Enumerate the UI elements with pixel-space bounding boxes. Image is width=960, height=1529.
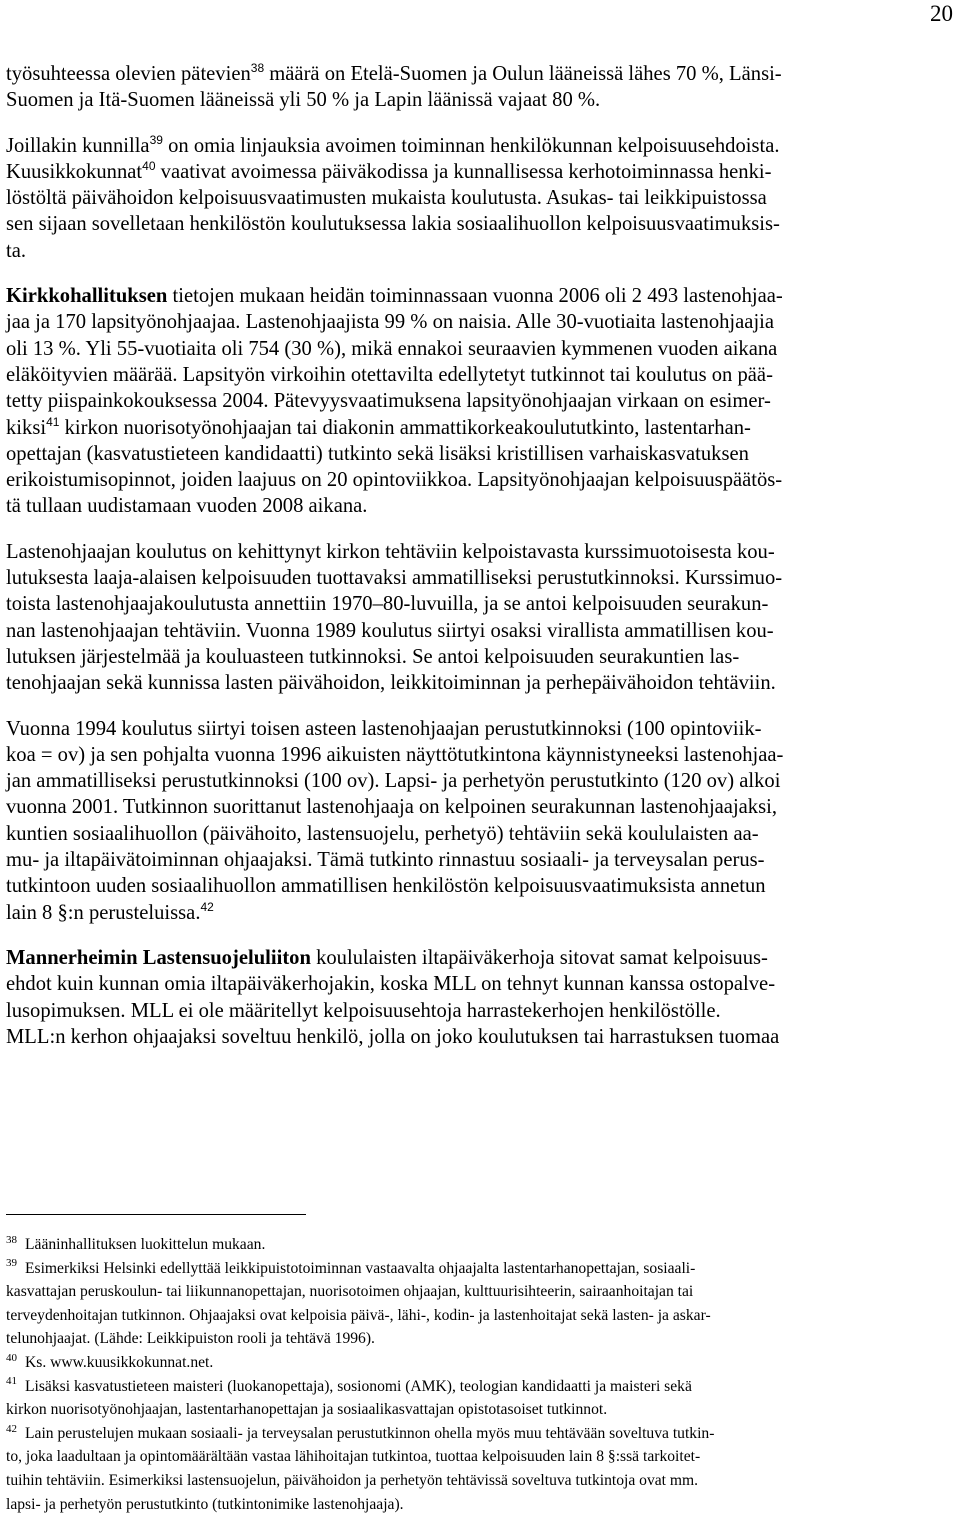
footnote xyxy=(6,1257,954,1351)
paragraph xyxy=(6,716,954,926)
paragraph xyxy=(6,539,954,697)
text-run: työsuhteessa olevien pätevien xyxy=(6,63,251,85)
text-run: koululaisten iltapäiväkerhoja sitovat samat kelpoisuus- ehdot kuin kunnan omia iltapäiväkerhojakin, koska MLL on tehnyt kunnan kanssa ostopalve- lusopimuksen. MLL ei ole määritellyt kelpoisuusehtoja harrastekerhojen henkilöstölle. MLL:n kerhon ohjaajaksi soveltuu henkilö, jolla on joko koulutuksen tai harrastuksen tuomaa xyxy=(6,946,780,1048)
paragraph xyxy=(6,945,954,1050)
text-run: vaativat avoimessa päiväkodissa ja kunnallisessa kerhotoiminnassa henki- löstöltä päivähoidon kelpoisuusvaatimusten mukaista koulutusta. Asukas- tai leikkipuistossa sen sijaan sovelletaan henkilöstön koulutuksessa lakia sosiaalihuollon kelpoisuusvaatimuksis- ta. xyxy=(6,160,780,262)
footnotes xyxy=(6,1233,954,1516)
paragraph xyxy=(6,283,954,520)
text-run: Joillakin kunnilla xyxy=(6,134,150,157)
footnote xyxy=(6,1422,954,1516)
paragraph xyxy=(6,61,954,114)
footnote-text: Lisäksi kasvatustieteen maisteri (luokanopettaja), sosionomi (AMK), teologian kandidaatti ja maisteri sekä kirkon nuorisotyönohjaajan, lastentarhanopettajan ja sosiaalikasvattajan opistotasoiset tutkinnot. xyxy=(6,1377,692,1419)
bold-term: Mannerheimin Lastensuojeluliiton xyxy=(6,946,311,969)
footnote-text: Esimerkiksi Helsinki edellyttää leikkipuistotoiminnan vastaavalta ohjaajalta lastentarhanopettajan, sosiaali- kasvattajan peruskoulun- tai liikunnanopettajan, nuorisotoimen ohjaajan, kulttuurisihteerin, sairaanhoitajan tai terveydenhoitajan tutkinnon. Ohjaajaksi ovat kelpoisia päivä-, lähi-, kodin- ja lastenhoitajat sekä lasten- ja askar- telunohjaajat. (Lähde: Leikkipuiston rooli ja tehtävä 1996). xyxy=(6,1259,711,1348)
paragraph xyxy=(6,133,954,264)
text-run: Vuonna 1994 koulutus siirtyi toisen asteen lastenohjaajan perustutkinnoksi (100 opintoviik- koa = ov) ja sen pohjalta vuonna 1996 aikuisten näyttötutkintona käynnistyneeksi lastenohjaa- jan ammatilliseksi perustutkinnoksi (100 ov). Lapsi- ja perhetyön perustutkinto (120 ov) alkoi vuonna 2001. Tutkinnon suorittanut lastenohjaaja on kelpoinen seurakunnan lastenohjaajaksi, kuntien sosiaalihuollon (päivähoito, lastensuojelu, perhetyö) tehtäviin sekä koululaisten aa- mu- ja iltapäivätoiminnan ohjaajaksi. Tämä tutkinto rinnastuu sosiaali- ja terveysalan perus- tutkintoon uuden sosiaalihuollon ammatillisen henkilöstön kelpoisuusvaatimuksista annetun lain 8 §:n perusteluissa. xyxy=(6,717,784,924)
footnote xyxy=(6,1233,954,1257)
footnote-ref: 42 xyxy=(200,899,214,914)
footnote-separator xyxy=(6,1214,306,1215)
footnote-number: 38 xyxy=(6,1233,17,1246)
text-run: kirkon nuorisotyönohjaajan tai diakonin ammattikorkeakoulututkinto, lastentarhan- opettajan (kasvatustieteen kandidaatti) tutkinto sekä lisäksi kristillisen varhaiskasvatuksen erikoistumisopinnot, joiden laajuus on 20 opintoviikkoa. Lapsityönohjaajan kelpoisuuspäätös- tä tullaan uudistamaan vuoden 2008 aikana. xyxy=(6,416,783,518)
footnote-ref: 41 xyxy=(46,414,60,429)
footnote-number: 40 xyxy=(6,1351,17,1364)
footnote-ref: 38 xyxy=(250,61,265,76)
footnote-ref: 40 xyxy=(142,159,156,174)
footnote-number: 41 xyxy=(6,1375,17,1388)
text-run: Lastenohjaajan koulutus on kehittynyt kirkon tehtäviin kelpoistavasta kurssimuotoisesta kou- lutuksesta laaja-alaisen kelpoisuuden tuottavaksi ammatilliseksi perustutkinnoksi. Kurssimuo- toista lastenohjaajakoulutusta annettiin 1970–80-luvuilla, ja se antoi kelpoisuuden seurakun- nan lastenohjaajan tehtäviin. Vuonna 1989 koulutus siirtyi osaksi virallista ammatillisen kou- lutuksen järjestelmää ja kouluasteen tutkinnoksi. Se antoi kelpoisuuden seurakuntien las- tenohjaajan sekä kunnissa lasten päivähoidon, leikkitoiminnan ja perhepäivähoidon tehtäviin. xyxy=(6,540,783,695)
footnote-number: 39 xyxy=(6,1257,17,1270)
footnote-text: Lääninhallituksen luokittelun mukaan. xyxy=(25,1236,266,1253)
footnote-number: 42 xyxy=(6,1422,17,1435)
bold-term: Kirkkohallituksen xyxy=(6,285,168,308)
main-text xyxy=(6,61,954,1069)
text-run: on omia linjauksia avoimen toiminnan henkilökunnan kelpoisuusehdoista. Kuusikkokunnat xyxy=(6,134,780,183)
footnote xyxy=(6,1351,954,1375)
footnote xyxy=(6,1375,954,1422)
page-number: 20 xyxy=(930,1,953,26)
text-run: määrä on Etelä-Suomen ja Oulun lääneissä lähes 70 %, Länsi- Suomen ja Itä-Suomen lääneissä yli 50 % ja Lapin läänissä vajaat 80 %. xyxy=(6,63,782,112)
footnote-text: Ks. www.kuusikkokunnat.net. xyxy=(25,1353,214,1371)
footnote-text: Lain perustelujen mukaan sosiaali- ja terveysalan perustutkinnon ohella myös muu tehtävään soveltuva tutkin- to, joka laadultaan ja opintomäärältään vastaa lähihoitajan tutkintoa, tuottaa kelpoisuuden lain 8 §:ssä tarkoitet- tuihin tehtäviin. Esimerkiksi lastensuojelun, päivähoidon ja perhetyön tehtävissä soveltuva tutkintoja ovat mm. lapsi- ja perhetyön perustutkinto (tutkintonimike lastenohjaaja). xyxy=(6,1424,715,1513)
footnote-ref: 39 xyxy=(149,132,163,147)
text-run: tietojen mukaan heidän toiminnassaan vuonna 2006 oli 2 493 lastenohjaa- jaa ja 170 lapsityönohjaajaa. Lastenohjaajista 99 % on naisia. Alle 30-vuotiaita lastenohjaajia oli 13 %. Yli 55-vuotiaita oli 754 (30 %), mikä ennakoi seuraavien kymmenen vuoden aikana eläköityvien määrää. Lapsityön virkoihin otettavilta edellytetyt tutkinnot tai koulutus on pää- tetty piispainkokouksessa 2004. Pätevyysvaatimuksena lapsityönohjaajan virkaan on esimer- kiksi xyxy=(6,285,783,439)
